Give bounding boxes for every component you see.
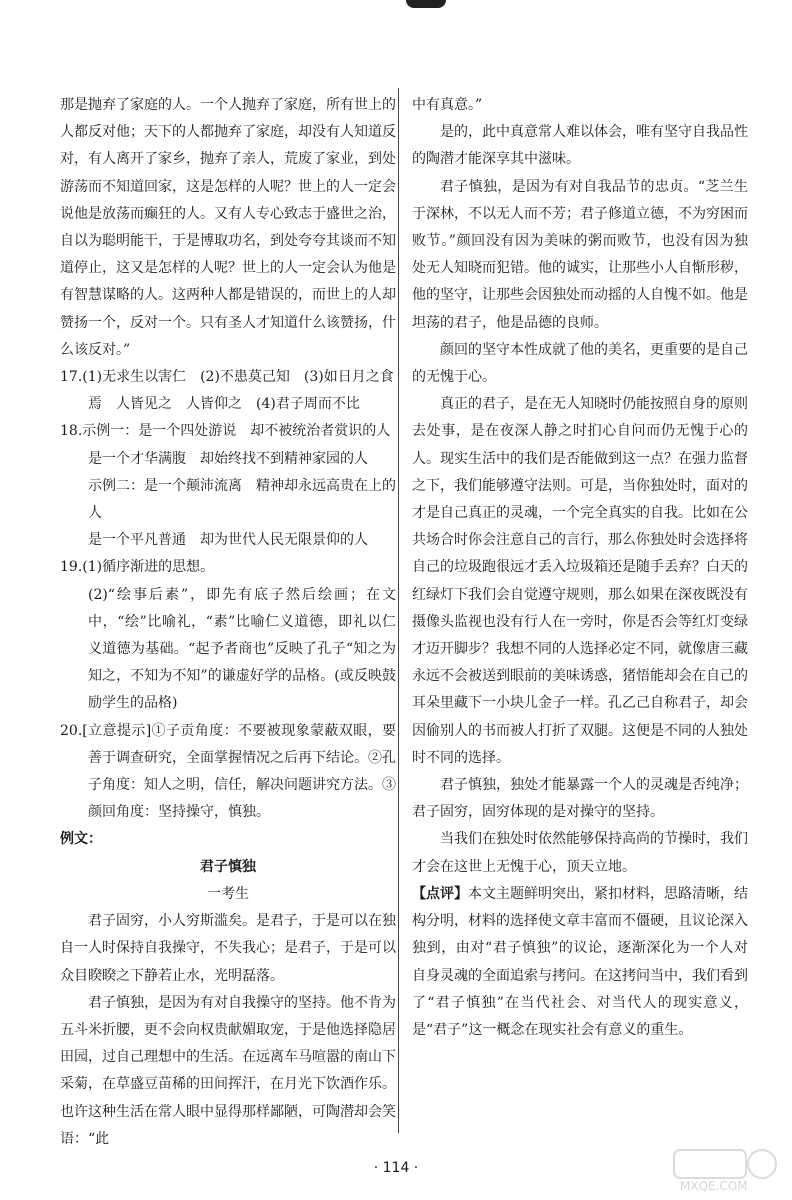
answer-18-line3: 示例二：是一个颠沛流离 精神却永远高贵在上的人	[88, 477, 396, 522]
essay-paragraph-5: 颜回的坚守本性成就了他的美名，更重要的是自己的无愧于心。	[412, 341, 748, 386]
essay-paragraph-7: 君子慎独，独处才能暴露一个人的灵魂是否纯净；君子固穷，固穷体现的是对操守的坚持。	[412, 777, 748, 821]
left-continuation-paragraph: 那是抛弃了家庭的人。一个人抛弃了家庭，所有世上的人都反对他；天下的人都抛弃了家庭，却没有人知道反对，有人离开了家乡，抛弃了亲人，荒废了家业，到处游荡而不知道回家，这是怎样的人呢？世上的人一定会说他是放荡而癫狂的人。又有人专心致志于盛世之治，自以为聪明能干，于是博取功名，到处夸夸其谈而不知道停止，这又是怎样的人呢？世上的人一定会认为他是有智慧谋略的人。这两种人都是错误的，而世上的人却赞扬一个，反对一个。只有圣人才知道什么该赞扬，什么该反对。”	[60, 97, 396, 358]
essay-paragraph-1: 君子固穷，小人穷斯滥矣。是君子，于是可以在独自一人时保持自我操守，不失我心；是君子，于是可以众目睽睽之下静若止水，光明磊落。	[60, 913, 396, 984]
right-column	[412, 92, 748, 1044]
essay-paragraph-6: 真正的君子，是在无人知晓时仍能按照自身的原则去处事，是在夜深人静之时扪心自问而仍无愧于心的人。现实生活中的我们是否能做到这一点？在强力监督之下，我们能够遵守法则。可是，当你独处时，面对的才是自己真正的灵魂，一个完全真实的自我。比如在公共场合时你会注意自己的言行，那么你独处时会选择将自己的垃圾跑很远才丢入垃圾箱还是随手丢弃？白天的红绿灯下我们会自觉遵守规则，那么如果在深夜既没有摄像头监视也没有行人在一旁时，你是否会等红灯变绿才迈开脚步？我想不同的人选择必定不同，就像唐三藏永远不会被送到眼前的美味诱惑，猪悟能却会在自己的耳朵里藏下一小块儿金子一样。孔乙己自称君子，却会因偷别人的书而被人打折了双腿。这便是不同的人独处时不同的选择。	[412, 396, 748, 766]
answer-19-part1: 19.(1)循序渐进的思想。	[60, 559, 215, 576]
page-number: · 114 ·	[373, 1160, 419, 1176]
comment-text: 本文主题鲜明突出，紧扣材料，思路清晰，结构分明，材料的选择使文章丰富而不僵硬，且议论深入独到，由对“君子慎独”的议论，逐渐深化为一个人对自身灵魂的全面追索与拷问。在这拷问当中，我们看到了“君子慎独”在当代社会、对当代人的现实意义，是“君子”这一概念在现实社会有意义的重生。	[412, 885, 748, 1038]
column-divider	[398, 88, 399, 1133]
answer-18-line4: 是一个平凡普通 却为世代人民无限景仰的人	[88, 532, 368, 549]
essay-paragraph-2: 君子慎独，是因为有对自我操守的坚持。他不肯为五斗米折腰，更不会向权贵献媚取宠，于是他选择隐居田园，过自己理想中的生活。在远离车马喧嚣的南山下采菊，在草盛豆苗稀的田间挥汗，在月光下饮酒作乐。也许这种生活在常人眼中显得那样鄙陋，可陶潜却会笑语：“此	[60, 994, 396, 1147]
essay-paragraph-8: 当我们在独处时依然能够保持高尚的节操时，我们才会在这世上无愧于心，顶天立地。	[412, 831, 748, 875]
answer-19-part2: (2)“绘事后素”，即先有底子然后绘画；在文中，“绘”比喻礼，“素”比喻仁义道德，即礼以仁义道德为基础。“起予者商也”反映了孔子“知之为知之，不知为不知”的谦虚好学的品格。(或反映鼓励学生的品格)	[88, 586, 396, 712]
essay-paragraph-3: 是的，此中真意常人难以体会，唯有坚守自我品性的陶潜才能深享其中滋味。	[412, 124, 748, 168]
watermark-logo	[672, 1146, 782, 1194]
essay-title: 君子慎独	[200, 858, 256, 875]
comment-block	[412, 881, 748, 1044]
comment-tag: 【点评】	[412, 885, 468, 902]
answer-18-line1: 18.示例一：是一个四处游说 却不被统治者赏识的人	[60, 423, 391, 440]
left-column	[60, 92, 396, 1153]
essay-author: 一考生	[207, 885, 249, 902]
answer-17-line2: 焉 人皆见之 人皆仰之 (4)君子周而不比	[88, 396, 360, 413]
svg-text:MXQE.COM: MXQE.COM	[680, 1179, 748, 1193]
top-edge-mark	[406, 0, 446, 8]
answer-20: 20.[立意提示]①子贡角度：不要被现象蒙蔽双眼，要善于调查研究，全面掌握情况之后再下结论。②孔子角度：知人之明，信任，解决问题讲究方法。③颜回角度：坚持操守，慎独。	[60, 722, 396, 821]
example-heading: 例文：	[60, 831, 102, 848]
answer-17-line1: 17.(1)无求生以害仁 (2)不患莫己知 (3)如日月之食	[60, 369, 394, 386]
essay-continuation: 中有真意。”	[412, 97, 483, 113]
answer-18-line2: 是一个才华满腹 却始终找不到精神家园的人	[88, 450, 368, 467]
essay-paragraph-4: 君子慎独，是因为有对自我品节的忠贞。“芝兰生于深林，不以无人而不芳；君子修道立德，不为穷困而败节。”颜回没有因为美味的粥而败节，也没有因为独处无人知晓而犯错。他的诚实，让那些小人自惭形秽，他的坚守，让那些会因独处而动摇的人自愧不如。他是坦荡的君子，他是品德的良师。	[412, 178, 748, 331]
